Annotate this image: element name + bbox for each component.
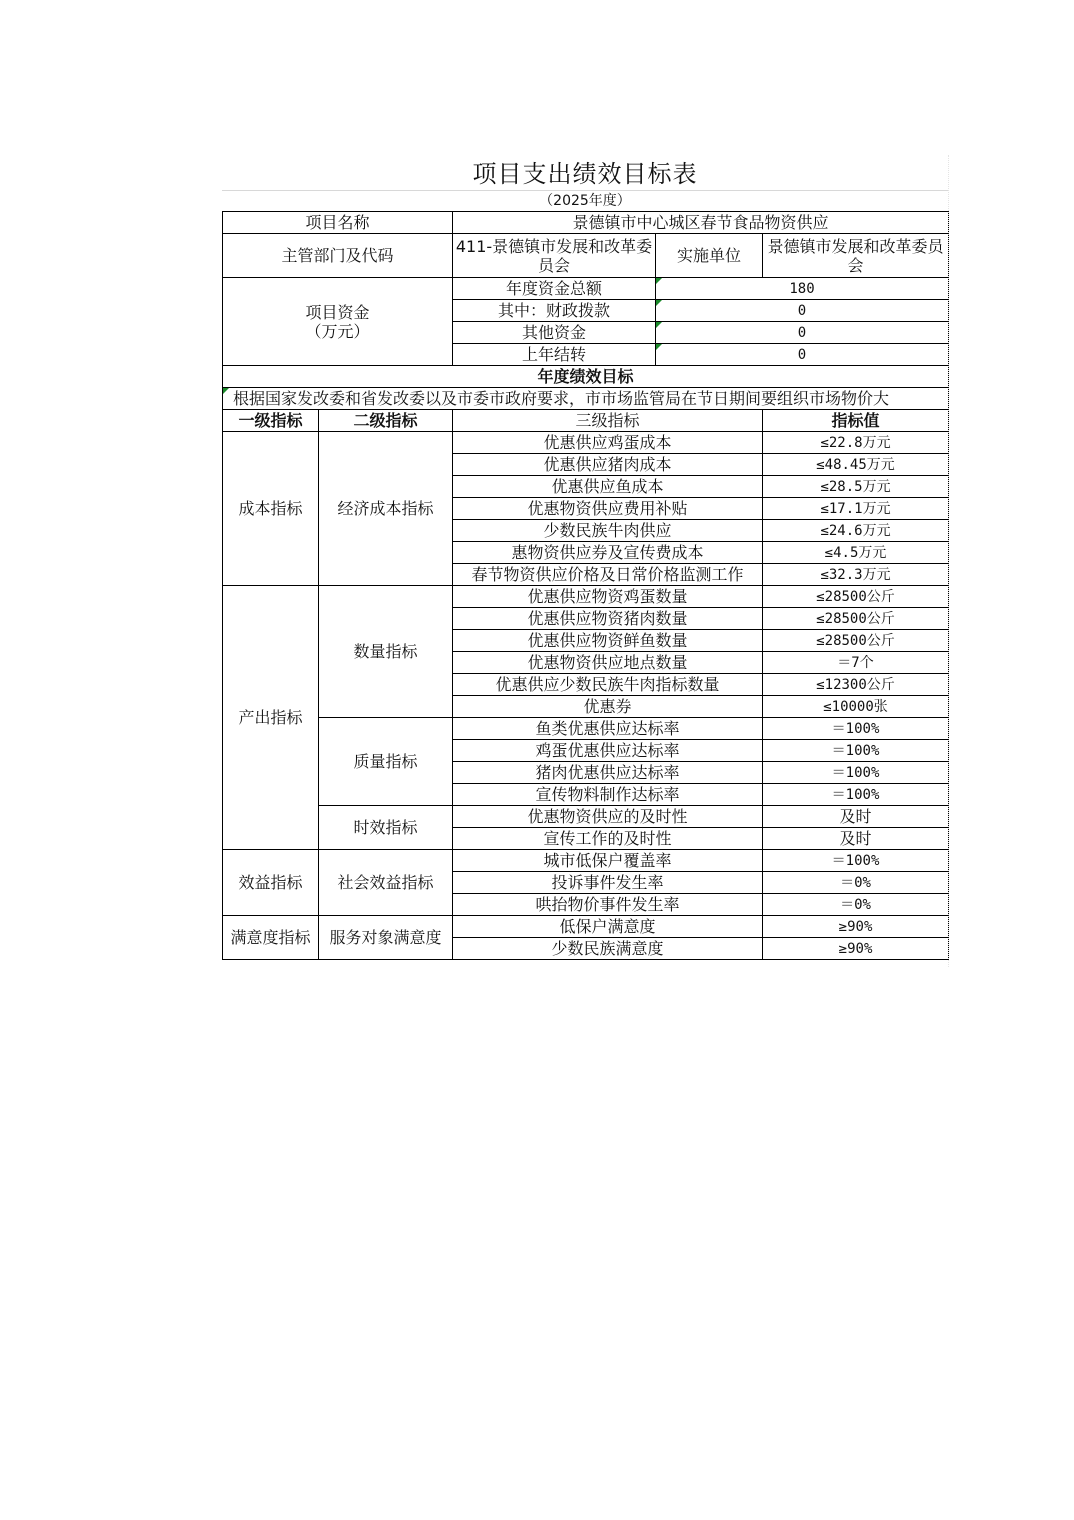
indicator-name: 优惠供应物资猪肉数量 bbox=[453, 608, 763, 630]
dept-value: 411-景德镇市发展和改革委员会 bbox=[453, 234, 656, 278]
fund-other-value: 0 bbox=[656, 322, 949, 344]
indicator-name: 春节物资供应价格及日常价格监测工作 bbox=[453, 564, 763, 586]
indicator-value: ≥90% bbox=[763, 938, 949, 960]
project-name-value: 景德镇市中心城区春节食品物资供应 bbox=[453, 212, 949, 234]
indicator-value: ≤28500公斤 bbox=[763, 630, 949, 652]
indicator-value: ≤28500公斤 bbox=[763, 608, 949, 630]
indicator-value: ≤4.5万元 bbox=[763, 542, 949, 564]
sheet-gridline-edge bbox=[948, 155, 961, 967]
header-value: 指标值 bbox=[763, 410, 949, 432]
impl-label: 实施单位 bbox=[656, 234, 763, 278]
indicator-name: 惠物资供应券及宣传费成本 bbox=[453, 542, 763, 564]
indicator-name: 优惠供应鱼成本 bbox=[453, 476, 763, 498]
indicator-name: 哄抬物价事件发生率 bbox=[453, 894, 763, 916]
satisfaction-level2: 服务对象满意度 bbox=[319, 916, 453, 960]
impl-value: 景德镇市发展和改革委员会 bbox=[763, 234, 949, 278]
indicator-name: 城市低保户覆盖率 bbox=[453, 850, 763, 872]
indicator-name: 少数民族满意度 bbox=[453, 938, 763, 960]
indicator-value: ≥90% bbox=[763, 916, 949, 938]
fund-carryover-label: 上年结转 bbox=[453, 344, 656, 366]
indicator-name: 优惠物资供应的及时性 bbox=[453, 806, 763, 828]
fund-fiscal-value: 0 bbox=[656, 300, 949, 322]
benefit-level2: 社会效益指标 bbox=[319, 850, 453, 916]
indicator-name: 鸡蛋优惠供应达标率 bbox=[453, 740, 763, 762]
fund-total-value: 180 bbox=[656, 278, 949, 300]
indicator-name: 宣传物料制作达标率 bbox=[453, 784, 763, 806]
header-level3: 三级指标 bbox=[453, 410, 763, 432]
header-level1: 一级指标 bbox=[223, 410, 319, 432]
indicator-name: 猪肉优惠供应达标率 bbox=[453, 762, 763, 784]
indicator-name: 优惠供应鸡蛋成本 bbox=[453, 432, 763, 454]
indicator-value: ＝100% bbox=[763, 850, 949, 872]
timeliness-level2: 时效指标 bbox=[319, 806, 453, 850]
indicator-value: ＝7个 bbox=[763, 652, 949, 674]
indicator-value: ＝100% bbox=[763, 762, 949, 784]
fund-other-label: 其他资金 bbox=[453, 322, 656, 344]
cost-level1: 成本指标 bbox=[223, 432, 319, 586]
indicator-name: 优惠供应猪肉成本 bbox=[453, 454, 763, 476]
annual-goal-text: 根据国家发改委和省发改委以及市委市政府要求，市市场监管局在节日期间要组织市场物价大 bbox=[223, 388, 949, 410]
indicator-name: 优惠供应少数民族牛肉指标数量 bbox=[453, 674, 763, 696]
quantity-level2: 数量指标 bbox=[319, 586, 453, 718]
indicator-value: ＝0% bbox=[763, 894, 949, 916]
fund-label-line1: 项目资金 bbox=[305, 302, 370, 322]
indicator-value: ＝100% bbox=[763, 740, 949, 762]
indicator-value: ≤10000张 bbox=[763, 696, 949, 718]
indicator-value: ＝100% bbox=[763, 718, 949, 740]
page-title: 项目支出绩效目标表 bbox=[222, 155, 948, 191]
indicator-value: ≤12300公斤 bbox=[763, 674, 949, 696]
performance-target-sheet bbox=[222, 155, 960, 960]
indicator-value: ≤17.1万元 bbox=[763, 498, 949, 520]
cost-level2: 经济成本指标 bbox=[319, 432, 453, 586]
fund-fiscal-label: 其中：财政拨款 bbox=[453, 300, 656, 322]
indicator-value: ＝100% bbox=[763, 784, 949, 806]
header-level2: 二级指标 bbox=[319, 410, 453, 432]
year-label: （2025年度） bbox=[539, 193, 631, 209]
indicator-value: ≤32.3万元 bbox=[763, 564, 949, 586]
annual-goal-heading: 年度绩效目标 bbox=[223, 366, 949, 388]
indicator-value: ＝0% bbox=[763, 872, 949, 894]
indicator-name: 少数民族牛肉供应 bbox=[453, 520, 763, 542]
dept-label: 主管部门及代码 bbox=[223, 234, 453, 278]
indicator-value: ≤28.5万元 bbox=[763, 476, 949, 498]
indicator-value: 及时 bbox=[763, 806, 949, 828]
fund-carryover-value: 0 bbox=[656, 344, 949, 366]
output-level1: 产出指标 bbox=[223, 586, 319, 850]
indicator-name: 优惠券 bbox=[453, 696, 763, 718]
fund-label bbox=[223, 278, 453, 366]
indicator-name: 优惠供应物资鲜鱼数量 bbox=[453, 630, 763, 652]
quality-level2: 质量指标 bbox=[319, 718, 453, 806]
indicator-value: ≤24.6万元 bbox=[763, 520, 949, 542]
satisfaction-level1: 满意度指标 bbox=[223, 916, 319, 960]
indicator-name: 低保户满意度 bbox=[453, 916, 763, 938]
indicator-name: 优惠物资供应费用补贴 bbox=[453, 498, 763, 520]
indicator-name: 优惠供应物资鸡蛋数量 bbox=[453, 586, 763, 608]
indicator-name: 鱼类优惠供应达标率 bbox=[453, 718, 763, 740]
indicator-name: 宣传工作的及时性 bbox=[453, 828, 763, 850]
indicator-name: 投诉事件发生率 bbox=[453, 872, 763, 894]
fund-total-label: 年度资金总额 bbox=[453, 278, 656, 300]
performance-table bbox=[222, 211, 949, 960]
indicator-value: ≤22.8万元 bbox=[763, 432, 949, 454]
fund-label-line2: （万元） bbox=[305, 321, 370, 341]
indicator-value: ≤48.45万元 bbox=[763, 454, 949, 476]
project-name-label: 项目名称 bbox=[223, 212, 453, 234]
benefit-level1: 效益指标 bbox=[223, 850, 319, 916]
indicator-value: 及时 bbox=[763, 828, 949, 850]
indicator-value: ≤28500公斤 bbox=[763, 586, 949, 608]
indicator-name: 优惠物资供应地点数量 bbox=[453, 652, 763, 674]
